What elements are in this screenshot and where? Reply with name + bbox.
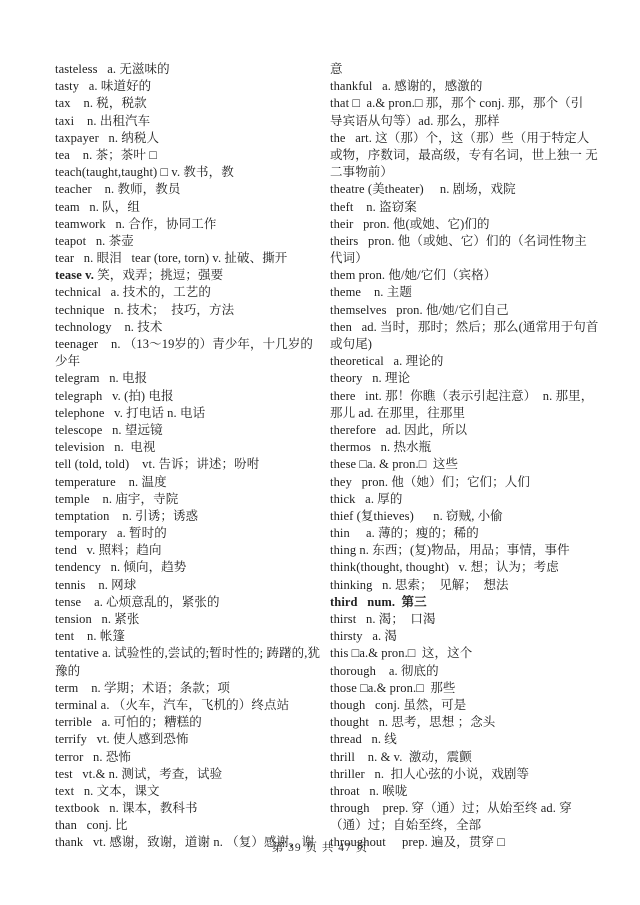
entry-text: 意 bbox=[330, 62, 343, 76]
dictionary-line bbox=[330, 439, 605, 456]
dictionary-line bbox=[330, 508, 605, 525]
dictionary-line bbox=[330, 61, 605, 78]
entry-text: temperature n. 温度 bbox=[55, 474, 167, 489]
entry-text: tendency n. 倾向，趋势 bbox=[55, 560, 187, 575]
entry-text: taxpayer n. 纳税人 bbox=[55, 130, 160, 145]
entry-text: theme n. 主题 bbox=[330, 285, 412, 300]
dictionary-line bbox=[55, 95, 330, 112]
dictionary-line bbox=[55, 147, 330, 164]
page-number-footer: 第 39 页 共 47 页 bbox=[271, 842, 369, 854]
entry-text: thankful a. 感谢的，感激的 bbox=[330, 79, 483, 94]
entry-text: thing n. 东西；(复)物品，用品；事情，事件 bbox=[330, 543, 570, 558]
entry-text: telephone v. 打电话 n. 电话 bbox=[55, 405, 206, 420]
entry-text: 豫的 bbox=[55, 663, 81, 678]
dictionary-line bbox=[55, 680, 330, 697]
entry-text: term n. 学期；术语；条款；项 bbox=[55, 680, 231, 695]
dictionary-line bbox=[55, 181, 330, 198]
entry-text: teapot n. 茶壶 bbox=[55, 233, 134, 248]
dictionary-line bbox=[330, 817, 605, 834]
entry-text: technology n. 技术 bbox=[55, 319, 163, 334]
dictionary-line bbox=[55, 284, 330, 301]
dictionary-line bbox=[55, 594, 330, 611]
entry-text: throughout prep. 遍及，贯穿 □ bbox=[330, 835, 505, 850]
dictionary-line bbox=[330, 422, 605, 439]
dictionary-line bbox=[55, 61, 330, 78]
entry-text: 或句尾) bbox=[330, 337, 373, 351]
entry-text: technical a. 技术的，工艺的 bbox=[55, 285, 211, 300]
dictionary-line bbox=[55, 628, 330, 645]
dictionary-line bbox=[55, 78, 330, 95]
entry-text: though conj. 虽然，可是 bbox=[330, 697, 467, 712]
entry-text: tear n. 眼泪 tear (tore, torn) v. 扯破、撕开 bbox=[55, 251, 288, 266]
entry-text: thread n. 线 bbox=[330, 732, 397, 747]
dictionary-line bbox=[330, 319, 605, 336]
dictionary-line bbox=[330, 645, 605, 662]
entry-text: （通）过；自始至终，全部 bbox=[330, 818, 482, 833]
dictionary-line bbox=[55, 491, 330, 508]
dictionary-line bbox=[330, 559, 605, 576]
entry-text: themselves pron. 他/她/它们自己 bbox=[330, 302, 509, 317]
entry-text: tasteless a. 无滋味的 bbox=[55, 62, 170, 76]
entry-text: this □a.& pron.□ 这，这个 bbox=[330, 646, 473, 661]
dictionary-line bbox=[330, 749, 605, 766]
entry-text: teenager n. （13～19岁的）青少年，十几岁的 bbox=[55, 337, 314, 351]
dictionary-line bbox=[330, 370, 605, 387]
vocabulary-content bbox=[55, 61, 605, 852]
entry-text: those □a.& pron.□ 那些 bbox=[330, 680, 456, 695]
dictionary-line bbox=[330, 474, 605, 491]
entry-text: thinking n. 思索； 见解； 想法 bbox=[330, 577, 509, 592]
dictionary-line bbox=[330, 267, 605, 284]
entry-text: telescope n. 望远镜 bbox=[55, 422, 163, 437]
entry-word-bold: third num. 第三 bbox=[330, 594, 427, 609]
dictionary-line bbox=[330, 130, 605, 147]
entry-text: their pron. 他(或她、它)们的 bbox=[330, 216, 490, 231]
entry-text: theatre (美theater) n. 剧场，戏院 bbox=[330, 182, 516, 197]
dictionary-line bbox=[330, 577, 605, 594]
dictionary-line bbox=[55, 370, 330, 387]
entry-text: textbook n. 课本，教科书 bbox=[55, 801, 198, 816]
entry-text: thirsty a. 渴 bbox=[330, 629, 398, 644]
entry-text: text n. 文本，课文 bbox=[55, 783, 160, 798]
dictionary-line bbox=[55, 714, 330, 731]
entry-text: thriller n. 扣人心弦的小说，戏剧等 bbox=[330, 766, 530, 781]
dictionary-line bbox=[330, 388, 605, 405]
dictionary-line bbox=[55, 250, 330, 267]
entry-text: test vt.& n. 测试，考查，试验 bbox=[55, 766, 223, 781]
dictionary-line bbox=[55, 731, 330, 748]
dictionary-line bbox=[55, 388, 330, 405]
dictionary-line bbox=[55, 542, 330, 559]
entry-text: 二事物前） bbox=[330, 165, 394, 180]
dictionary-line bbox=[330, 336, 605, 353]
entry-text: telegraph v. (拍) 电报 bbox=[55, 388, 174, 403]
dictionary-line bbox=[55, 199, 330, 216]
dictionary-line bbox=[330, 147, 605, 164]
entry-text: these □a. & pron.□ 这些 bbox=[330, 457, 459, 472]
dictionary-line bbox=[55, 525, 330, 542]
entry-text: theft n. 盗窃案 bbox=[330, 199, 417, 214]
entry-text: tax n. 税，税款 bbox=[55, 96, 147, 111]
vocabulary-column-left bbox=[55, 61, 330, 852]
entry-text: theory n. 理论 bbox=[330, 371, 411, 386]
dictionary-line bbox=[55, 663, 330, 680]
entry-text: teach(taught,taught) □ v. 教书，教 bbox=[55, 165, 234, 180]
dictionary-line bbox=[330, 491, 605, 508]
entry-text: team n. 队，组 bbox=[55, 199, 140, 214]
entry-text: through prep. 穿（通）过；从始至终 ad. 穿 bbox=[330, 801, 572, 816]
dictionary-line bbox=[330, 164, 605, 181]
dictionary-line bbox=[55, 353, 330, 370]
dictionary-line bbox=[330, 766, 605, 783]
entry-text: than conj. 比 bbox=[55, 818, 128, 833]
dictionary-line bbox=[55, 439, 330, 456]
dictionary-line bbox=[330, 594, 605, 611]
dictionary-line bbox=[330, 542, 605, 559]
entry-text: 那儿 ad. 在那里，往那里 bbox=[330, 405, 466, 420]
dictionary-line bbox=[55, 302, 330, 319]
entry-text: television n. 电视 bbox=[55, 440, 156, 455]
dictionary-line bbox=[55, 783, 330, 800]
entry-text: thermos n. 热水瓶 bbox=[330, 440, 432, 455]
entry-word-bold: tease v. bbox=[55, 268, 94, 283]
dictionary-line bbox=[55, 216, 330, 233]
dictionary-line bbox=[330, 783, 605, 800]
dictionary-line bbox=[55, 749, 330, 766]
dictionary-line bbox=[330, 731, 605, 748]
dictionary-line bbox=[55, 405, 330, 422]
entry-text: tent n. 帐篷 bbox=[55, 629, 126, 644]
dictionary-line bbox=[330, 353, 605, 370]
entry-text: terminal a. （火车，汽车，飞机的）终点站 bbox=[55, 697, 290, 712]
entry-text: temple n. 庙宇，寺院 bbox=[55, 491, 179, 506]
entry-text: think(thought, thought) v. 想；认为；考虑 bbox=[330, 560, 559, 575]
entry-text: tension n. 紧张 bbox=[55, 612, 140, 626]
entry-text: tea n. 茶；茶叶 □ bbox=[55, 147, 157, 162]
dictionary-line bbox=[55, 559, 330, 576]
entry-text: tend v. 照料；趋向 bbox=[55, 543, 162, 558]
entry-text: them pron. 他/她/它们（宾格） bbox=[330, 268, 497, 283]
entry-text: the art. 这（那）个，这（那）些（用于特定人 bbox=[330, 130, 590, 145]
dictionary-line bbox=[55, 577, 330, 594]
entry-text: thrill n. & v. 激动，震颤 bbox=[330, 749, 472, 764]
dictionary-line bbox=[330, 302, 605, 319]
entry-text: therefore ad. 因此，所以 bbox=[330, 422, 468, 437]
entry-text: 笑，戏弄；挑逗；强要 bbox=[93, 268, 224, 283]
entry-text: they pron. 他（她）们；它们；人们 bbox=[330, 474, 530, 489]
entry-text: teamwork n. 合作，协同工作 bbox=[55, 216, 217, 231]
dictionary-line bbox=[330, 697, 605, 714]
dictionary-line bbox=[330, 113, 605, 130]
entry-text: thief (复thieves) n. 窃贼, 小偷 bbox=[330, 508, 503, 523]
entry-text: 或物，序数词，最高级，专有名词，世上独一 无 bbox=[330, 147, 598, 162]
entry-text: temptation n. 引诱；诱惑 bbox=[55, 508, 199, 523]
entry-text: thirst n. 渴； 口渴 bbox=[330, 612, 436, 626]
dictionary-line bbox=[55, 817, 330, 834]
dictionary-line bbox=[55, 319, 330, 336]
vocabulary-column-right bbox=[330, 61, 605, 852]
entry-text: throat n. 喉咙 bbox=[330, 783, 408, 798]
entry-text: temporary a. 暂时的 bbox=[55, 526, 167, 541]
dictionary-line bbox=[330, 525, 605, 542]
dictionary-line bbox=[55, 508, 330, 525]
dictionary-line bbox=[330, 611, 605, 628]
entry-text: terrible a. 可怕的；糟糕的 bbox=[55, 715, 202, 730]
entry-text: teacher n. 教师，教员 bbox=[55, 182, 181, 197]
entry-text: thin a. 薄的；瘦的；稀的 bbox=[330, 526, 479, 541]
entry-text: there int. 那！你瞧（表示引起注意） n. 那里， bbox=[330, 388, 594, 403]
dictionary-line bbox=[330, 181, 605, 198]
entry-text: then ad. 当时，那时；然后；那么(通常用于句首 bbox=[330, 319, 599, 334]
entry-text: terrify vt. 使人感到恐怖 bbox=[55, 732, 189, 747]
dictionary-line bbox=[55, 267, 330, 284]
dictionary-line bbox=[330, 233, 605, 250]
dictionary-line bbox=[330, 628, 605, 645]
dictionary-line bbox=[330, 250, 605, 267]
dictionary-line bbox=[55, 645, 330, 662]
dictionary-line bbox=[55, 422, 330, 439]
dictionary-line bbox=[55, 130, 330, 147]
entry-text: theoretical a. 理论的 bbox=[330, 354, 444, 369]
dictionary-line bbox=[330, 199, 605, 216]
dictionary-line bbox=[55, 611, 330, 628]
dictionary-line bbox=[55, 766, 330, 783]
dictionary-line bbox=[330, 680, 605, 697]
dictionary-line bbox=[55, 474, 330, 491]
entry-text: tell (told, told) vt. 告诉；讲述；吩咐 bbox=[55, 457, 260, 472]
entry-text: technique n. 技术； 技巧，方法 bbox=[55, 302, 235, 317]
entry-text: tasty a. 味道好的 bbox=[55, 79, 152, 94]
dictionary-line bbox=[55, 164, 330, 181]
entry-text: 导宾语从句等）ad. 那么，那样 bbox=[330, 113, 500, 128]
dictionary-line bbox=[330, 456, 605, 473]
dictionary-line bbox=[330, 78, 605, 95]
dictionary-line bbox=[330, 714, 605, 731]
entry-text: tentative a. 试验性的,尝试的;暂时性的; 踌躇的,犹 bbox=[55, 646, 321, 661]
dictionary-line bbox=[55, 233, 330, 250]
entry-text: thought n. 思考，思想 ；念头 bbox=[330, 715, 496, 730]
entry-text: thank vt. 感谢，致谢，道谢 n. （复）感谢，谢 bbox=[55, 835, 315, 850]
dictionary-line bbox=[330, 405, 605, 422]
entry-text: 代词） bbox=[330, 251, 368, 266]
dictionary-line bbox=[55, 456, 330, 473]
dictionary-line bbox=[55, 336, 330, 353]
dictionary-line bbox=[330, 663, 605, 680]
entry-text: theirs pron. 他（或她、它）们的（名词性物主 bbox=[330, 233, 587, 248]
dictionary-line bbox=[330, 284, 605, 301]
entry-text: thick a. 厚的 bbox=[330, 491, 403, 506]
entry-text: telegram n. 电报 bbox=[55, 371, 148, 386]
dictionary-line bbox=[330, 800, 605, 817]
dictionary-line bbox=[330, 95, 605, 112]
dictionary-line bbox=[330, 216, 605, 233]
entry-text: terror n. 恐怖 bbox=[55, 749, 132, 764]
entry-text: tennis n. 网球 bbox=[55, 577, 137, 592]
entry-text: taxi n. 出租汽车 bbox=[55, 113, 151, 128]
entry-text: that □ a.& pron.□ 那，那个 conj. 那，那个（引 bbox=[330, 96, 584, 111]
dictionary-line bbox=[55, 800, 330, 817]
entry-text: tense a. 心烦意乱的，紧张的 bbox=[55, 594, 220, 609]
dictionary-line bbox=[55, 113, 330, 130]
entry-text: 少年 bbox=[55, 354, 81, 369]
entry-text: thorough a. 彻底的 bbox=[330, 663, 439, 678]
dictionary-line bbox=[55, 697, 330, 714]
